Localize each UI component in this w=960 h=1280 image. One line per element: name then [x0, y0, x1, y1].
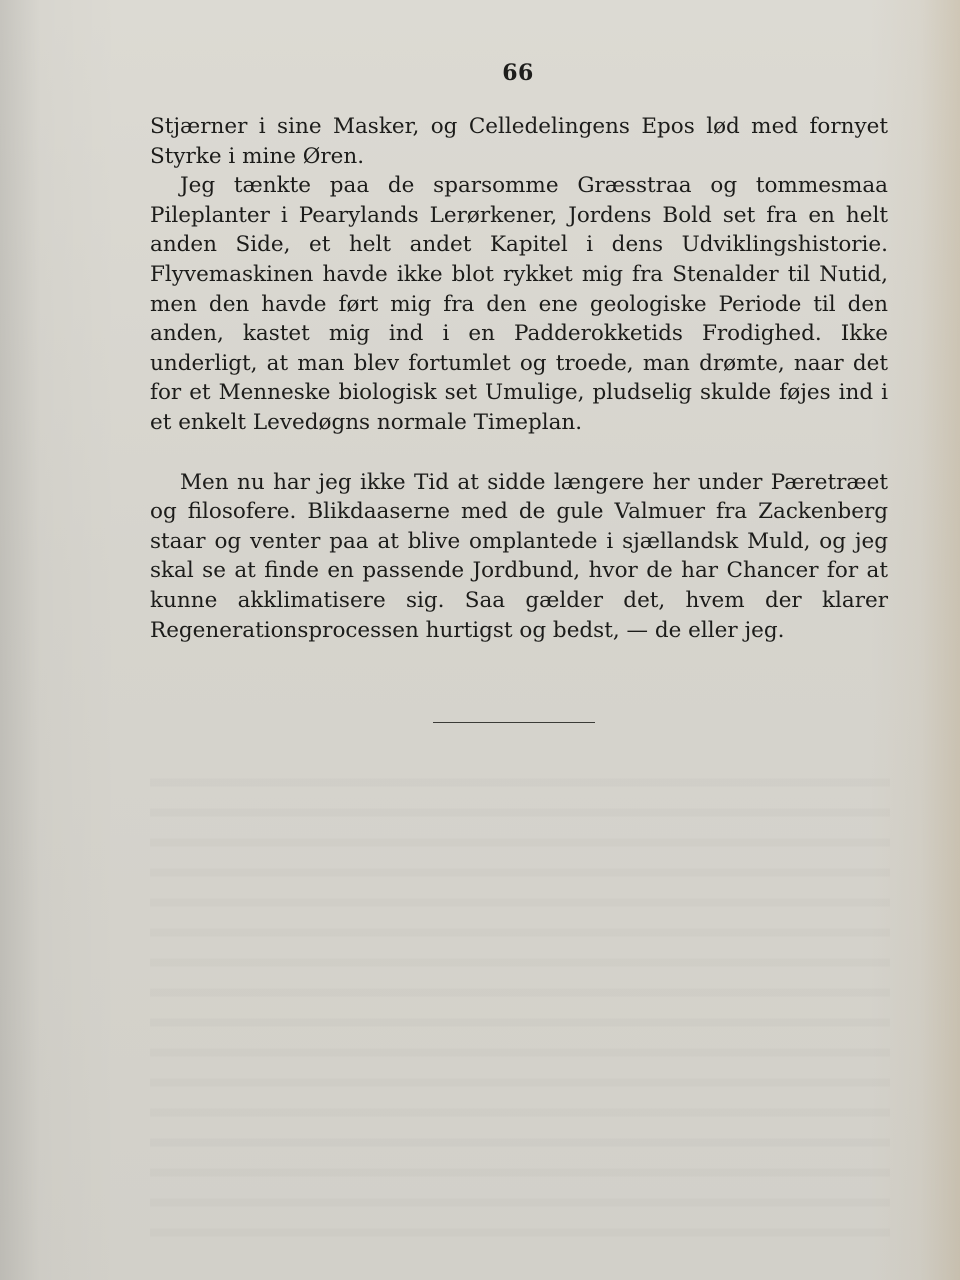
body-text: [150, 112, 888, 645]
bleed-through-texture: [150, 760, 890, 1240]
paragraph-continuation: Stjærner i sine Masker, og Celledelingens Epos lød med fornyet Styrke i mine Øren.: [150, 114, 888, 169]
paragraph: Men nu har jeg ikke Tid at sidde længere her under Pæretræet og filosofere. Blikdaaserne med de gule Valmuer fra Zackenberg staar og venter paa at blive omplantede i sjællandsk Muld, og jeg skal se at finde en passende Jordbund, hvor de har Chancer for at kunne akklimatisere sig. Saa gælder det, hvem der klarer Regenerationsprocessen hurtigst og bedst, — de eller jeg.: [150, 469, 888, 643]
page-number: 66: [502, 60, 534, 86]
paragraph: Jeg tænkte paa de sparsomme Græsstraa og tommesmaa Pileplanter i Pearylands Lerørkener, Jordens Bold set fra en helt anden Side, et helt andet Kapitel i dens Udviklingshistorie. Flyvemaskinen havde ikke blot rykket mig fra Stenalder til Nutid, men den havde ført mig fra den ene geologiske Periode til den anden, kastet mig ind i en Padderokketids Frodighed. Ikke underligt, at man blev fortumlet og troede, man drømte, naar det for et Menneske biologisk set Umulige, pludselig skulde føjes ind i et enkelt Levedøgns normale Timeplan.: [150, 173, 888, 435]
chapter-end-rule: [433, 722, 595, 723]
